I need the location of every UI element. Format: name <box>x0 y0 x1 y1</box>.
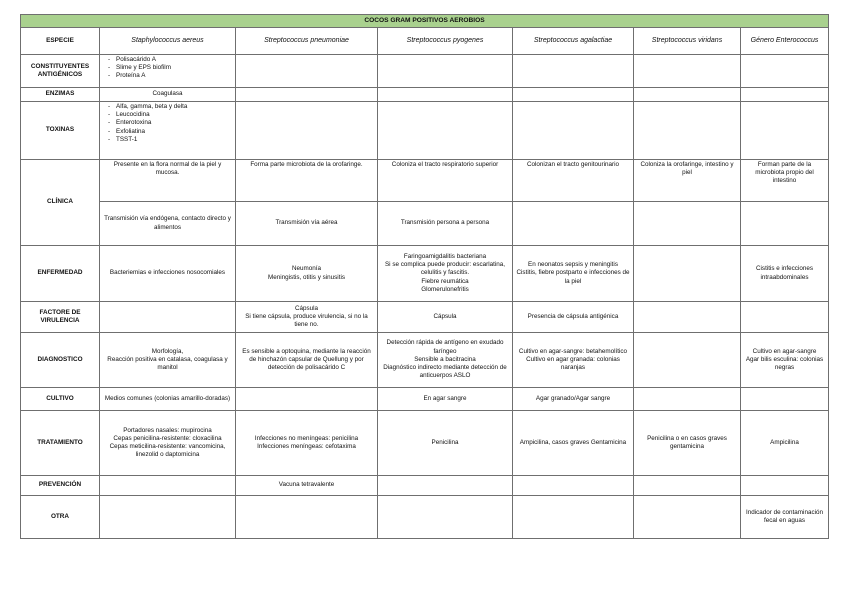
cell-line: Cápsula <box>294 304 319 312</box>
row-enfermedad <box>21 246 829 302</box>
cell-line: Portadores nasales: mupirocina <box>123 426 212 434</box>
empty-cell <box>378 88 513 102</box>
row-clinica-2 <box>21 202 829 246</box>
empty-cell <box>634 476 741 496</box>
empty-cell <box>378 496 513 539</box>
list-item: - Exfoliatina <box>108 128 233 136</box>
cell-line: Si tiene cápsula, produce virulencia, si no la tiene no. <box>245 312 368 329</box>
row-tratamiento <box>21 411 829 476</box>
cell-clinica-pyog: Coloniza el tracto respiratorio superior <box>378 160 513 202</box>
list-item: - Polisacárido A <box>108 56 233 64</box>
cell-line: Cistitis, fiebre postparto e infecciones de la piel <box>516 269 630 285</box>
empty-cell <box>513 55 634 88</box>
empty-cell <box>236 388 378 411</box>
cell-line: Cultivo en agar-sangre: betahemolítico <box>518 347 628 355</box>
cell-line: Agar bilis esculina: colonias negras <box>745 355 824 372</box>
cell-enfermedad-staph: Bacteriemias e infecciones nosocomiales <box>100 246 236 302</box>
species-enterococcus: Género Enterococcus <box>741 28 829 55</box>
row-constituyentes <box>21 55 829 88</box>
empty-cell <box>634 102 741 160</box>
row-label-tratamiento: TRATAMIENTO <box>21 411 100 476</box>
cell-line: Infecciones meníngeas: cefotaxima <box>257 443 356 450</box>
empty-cell <box>741 88 829 102</box>
empty-cell <box>513 202 634 246</box>
cell-tratamiento-virid: Penicilina o en casos graves gentamicina <box>634 411 741 476</box>
row-otra <box>21 496 829 539</box>
species-pyogenes: Streptococcus pyogenes <box>378 28 513 55</box>
row-prevencion <box>21 476 829 496</box>
cell-virulencia-pneumo <box>236 302 378 333</box>
header-row <box>21 28 829 55</box>
cell-line: Morfología, <box>151 347 184 355</box>
cell-line: Neumonía <box>291 265 322 273</box>
cell-prevencion-pneumo: Vacuna tetravalente <box>236 476 378 496</box>
empty-cell <box>236 102 378 160</box>
row-virulencia <box>21 302 829 333</box>
species-viridans: Streptococcus viridans <box>634 28 741 55</box>
species-table-wrapper <box>20 14 829 539</box>
row-cultivo <box>21 388 829 411</box>
empty-cell <box>634 388 741 411</box>
cell-clinica-virid: Coloniza la orofaringe, intestino y piel <box>634 160 741 202</box>
cell-line: Fiebre reumática <box>421 277 469 285</box>
empty-cell <box>378 55 513 88</box>
species-header-label: ESPECIE <box>21 28 100 55</box>
row-label-cultivo: CULTIVO <box>21 388 100 411</box>
list-item: - Enterotoxina <box>108 119 233 127</box>
toxin-list <box>102 103 233 144</box>
empty-cell <box>741 102 829 160</box>
list-item: - Proteína A <box>108 72 233 80</box>
cell-line: Cultivo en agar-sangre <box>752 347 817 355</box>
cell-line: Sensible a bacitracina <box>414 355 476 363</box>
row-clinica-1 <box>21 160 829 202</box>
species-pneumoniae: Streptococcus pneumoniae <box>236 28 378 55</box>
empty-cell <box>236 88 378 102</box>
row-label-enzimas: ENZIMAS <box>21 88 100 102</box>
empty-cell <box>513 476 634 496</box>
cell-line: Faringoamigdalitis bacteriana <box>403 252 487 260</box>
cell-diagnostico-pneumo <box>236 333 378 388</box>
list-item: - TSST-1 <box>108 136 233 144</box>
empty-cell <box>100 476 236 496</box>
cell-transmision-pneumo: Transmisión vía aérea <box>236 202 378 246</box>
cell-line: Diagnóstico indirecto mediante detección de anticuerpos ASLO <box>383 364 507 380</box>
empty-cell <box>634 333 741 388</box>
cell-cultivo-pyog: En agar sangre <box>378 388 513 411</box>
cell-line: Glomerulonefritis <box>421 285 469 293</box>
cell-line: Cultivo en agar granada: colonias naranjas <box>526 355 620 372</box>
empty-cell <box>100 496 236 539</box>
cell-enfermedad-entero: Cistitis e infecciones intraabdominales <box>741 246 829 302</box>
row-label-otra: OTRA <box>21 496 100 539</box>
empty-cell <box>741 202 829 246</box>
row-toxinas <box>21 102 829 160</box>
row-label-diagnostico: DIAGNOSTICO <box>21 333 100 388</box>
cell-clinica-staph: Presente en la flora normal de la piel y mucosa. <box>100 160 236 202</box>
cell-tratamiento-entero: Ampicilina <box>741 411 829 476</box>
antigen-list <box>102 56 233 81</box>
cell-constituyentes-staph <box>100 55 236 88</box>
cell-cultivo-agal: Agar granado/Agar sangre <box>513 388 634 411</box>
row-diagnostico <box>21 333 829 388</box>
empty-cell <box>634 246 741 302</box>
cell-tratamiento-pneumo <box>236 411 378 476</box>
cell-enfermedad-pyog <box>378 246 513 302</box>
empty-cell <box>741 302 829 333</box>
row-label-enfermedad: ENFERMEDAD <box>21 246 100 302</box>
row-label-toxinas: TOXINAS <box>21 102 100 160</box>
empty-cell <box>741 55 829 88</box>
cell-virulencia-agal: Presencia de cápsula antigénica <box>513 302 634 333</box>
cell-line: Es sensible a optoquina, mediante la reacción de hinchazón capsular de Quellung y por detección de polisacárido C <box>242 347 371 372</box>
empty-cell <box>634 202 741 246</box>
gram-positive-cocci-table <box>20 14 829 539</box>
cell-clinica-agal: Colonizan el tracto genitourinario <box>513 160 634 202</box>
empty-cell <box>634 55 741 88</box>
cell-tratamiento-agal <box>513 411 634 476</box>
species-staphylococcus: Staphylococcus aereus <box>100 28 236 55</box>
cell-line: En neonatos sepsis y meningitis <box>528 261 618 269</box>
table-title: COCOS GRAM POSITIVOS AEROBIOS <box>21 15 829 28</box>
cell-enzimas-staph: Coagulasa <box>100 88 236 102</box>
cell-tratamiento-pyog: Penicilina <box>378 411 513 476</box>
list-item: - Leucocidina <box>108 111 233 119</box>
cell-diagnostico-entero <box>741 333 829 388</box>
title-row <box>21 15 829 28</box>
empty-cell <box>513 88 634 102</box>
cell-diagnostico-pyog <box>378 333 513 388</box>
empty-cell <box>513 102 634 160</box>
empty-cell <box>236 496 378 539</box>
cell-toxinas-staph <box>100 102 236 160</box>
cell-transmision-staph: Transmisión vía endógena, contacto directo y alimentos <box>100 202 236 246</box>
empty-cell <box>513 496 634 539</box>
list-item: - Slime y EPS biofilm <box>108 64 233 72</box>
cell-cultivo-staph: Medios comunes (colonias amarillo-doradas) <box>100 388 236 411</box>
cell-line: Meningistis, otitis y sinusitis <box>268 273 345 281</box>
empty-cell <box>741 476 829 496</box>
empty-cell <box>236 55 378 88</box>
cell-otra-entero: Indicador de contaminación fecal en aguas <box>741 496 829 539</box>
row-label-virulencia: FACTORE DE VIRULENCIA <box>21 302 100 333</box>
cell-line: Cepas penicilina-resistente: cloxacilina <box>113 434 222 442</box>
species-agalactiae: Streptococcus agalactiae <box>513 28 634 55</box>
cell-clinica-entero: Forman parte de la microbiota propio del intestino <box>741 160 829 202</box>
empty-cell <box>634 496 741 539</box>
empty-cell <box>100 302 236 333</box>
cell-line: Cepas meticilina-resistente: vancomicina, linezolid o daptomicina <box>109 443 226 459</box>
cell-line: Ampicilina, casos graves Gentamicina <box>519 438 627 446</box>
cell-enfermedad-pneumo <box>236 246 378 302</box>
cell-virulencia-pyog: Cápsula <box>378 302 513 333</box>
cell-line: Reacción positiva en catalasa, coagulasa y manitol <box>107 355 228 372</box>
empty-cell <box>741 388 829 411</box>
cell-line: Si se complica puede producir: escarlatina, celulitis y fascitis. <box>384 261 506 277</box>
cell-line: Detección rápida de antígeno en exudado faríngeo <box>386 339 504 355</box>
row-label-prevencion: PREVENCIÓN <box>21 476 100 496</box>
cell-diagnostico-staph <box>100 333 236 388</box>
empty-cell <box>634 88 741 102</box>
list-item: - Alfa, gamma, beta y delta <box>108 103 233 111</box>
cell-diagnostico-agal <box>513 333 634 388</box>
row-enzimas <box>21 88 829 102</box>
cell-line: Infecciones no meníngeas: penicilina <box>254 434 359 442</box>
cell-clinica-pneumo: Forma parte microbiota de la orofaringe. <box>236 160 378 202</box>
empty-cell <box>378 102 513 160</box>
empty-cell <box>378 476 513 496</box>
row-label-constituyentes: CONSTITUYENTES ANTIGÉNICOS <box>21 55 100 88</box>
cell-enfermedad-agal <box>513 246 634 302</box>
cell-transmision-pyog: Transmisión persona a persona <box>378 202 513 246</box>
row-label-clinica: CLÍNICA <box>21 160 100 246</box>
cell-tratamiento-staph <box>100 411 236 476</box>
empty-cell <box>634 302 741 333</box>
